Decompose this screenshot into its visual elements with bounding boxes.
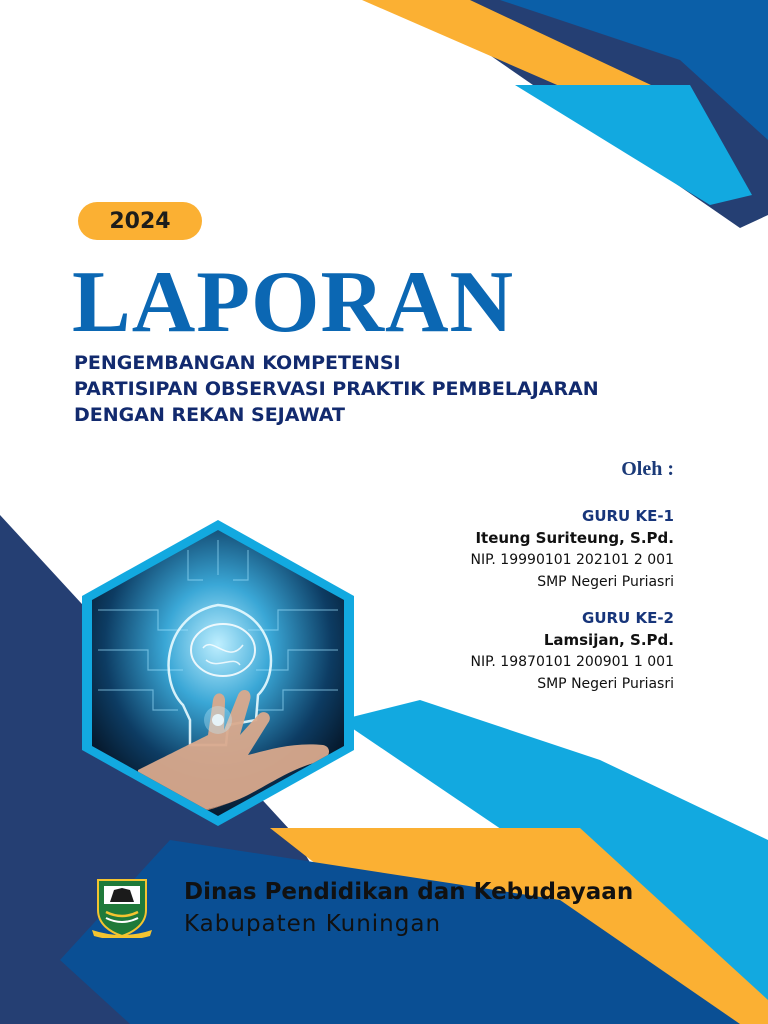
author-2 (334, 607, 674, 695)
ai-brain-hand-image (78, 520, 358, 826)
author-name: Iteung Suriteung, S.Pd. (475, 529, 674, 547)
year-text: 2024 (109, 208, 171, 234)
author-school: SMP Negeri Puriasri (537, 676, 674, 692)
subtitle-line: PENGEMBANGAN KOMPETENSI (74, 352, 401, 374)
author-nip: NIP. 19870101 200901 1 001 (470, 654, 674, 670)
author-role: GURU KE-2 (582, 609, 674, 627)
subtitle-line: DENGAN REKAN SEJAWAT (74, 404, 345, 426)
report-subtitle (74, 350, 599, 428)
author-1 (334, 505, 674, 593)
author-nip: NIP. 19990101 202101 2 001 (470, 552, 674, 568)
author-role: GURU KE-1 (582, 507, 674, 525)
author-name: Lamsijan, S.Pd. (543, 631, 674, 649)
year-badge (78, 202, 202, 240)
institution-region: Kabupaten Kuningan (184, 911, 442, 937)
institution-name: Dinas Pendidikan dan Kebudayaan (184, 879, 634, 905)
author-school: SMP Negeri Puriasri (537, 574, 674, 590)
authors-block (334, 458, 674, 695)
report-title: LAPORAN (72, 254, 515, 351)
subtitle-line: PARTISIPAN OBSERVASI PRAKTIK PEMBELAJARAN (74, 378, 599, 400)
regency-emblem-icon (92, 876, 152, 938)
by-label: Oleh : (621, 458, 674, 480)
institution-block (184, 876, 633, 940)
